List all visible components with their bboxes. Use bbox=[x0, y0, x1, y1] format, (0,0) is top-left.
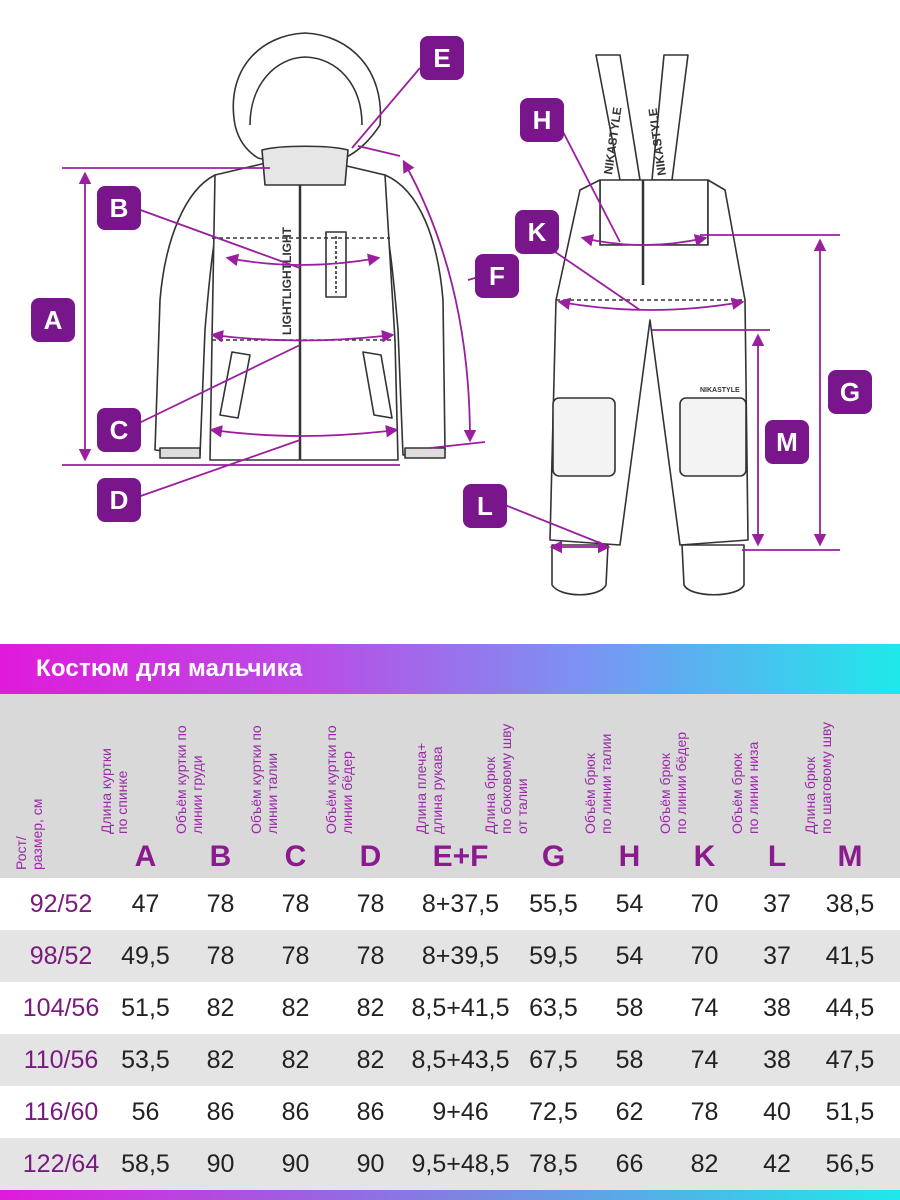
header-col-d bbox=[322, 694, 408, 878]
value-cell: 56 bbox=[131, 1098, 160, 1126]
header-col-h bbox=[581, 694, 667, 878]
size-cell: 110/56 bbox=[23, 1046, 99, 1074]
svg-text:F: F bbox=[489, 261, 505, 291]
strap-right-text: NIKASTYLE bbox=[645, 107, 669, 177]
value-cell: 86 bbox=[281, 1098, 310, 1126]
value-cell: 58,5 bbox=[121, 1150, 170, 1178]
value-cell: 82 bbox=[206, 1046, 235, 1074]
value-cell: 44,5 bbox=[825, 994, 875, 1022]
svg-text:A: A bbox=[43, 305, 63, 335]
header-letter: K bbox=[693, 840, 716, 873]
table-row bbox=[0, 1138, 900, 1190]
value-cell: 55,5 bbox=[529, 890, 578, 918]
value-cell: 42 bbox=[763, 1150, 791, 1178]
bottom-bar bbox=[0, 1190, 900, 1200]
header-description: Объём брюк по линии низа bbox=[729, 741, 761, 834]
value-cell: 78 bbox=[690, 1098, 719, 1126]
value-cell: 82 bbox=[281, 994, 310, 1022]
header-col-g bbox=[481, 694, 592, 878]
size-cell: 116/60 bbox=[23, 1098, 99, 1126]
value-cell: 9+46 bbox=[432, 1098, 489, 1126]
value-cell: 38 bbox=[763, 994, 791, 1022]
header-letter: D bbox=[359, 840, 382, 873]
svg-text:E: E bbox=[433, 43, 451, 73]
badge-h bbox=[520, 98, 564, 142]
header-description: Длина плеча+ длина рукава bbox=[412, 742, 445, 834]
value-cell: 62 bbox=[615, 1098, 644, 1126]
value-cell: 9,5+48,5 bbox=[411, 1150, 510, 1178]
header-col-c bbox=[247, 694, 333, 878]
svg-text:H: H bbox=[532, 105, 552, 135]
header-col-m bbox=[802, 694, 888, 878]
value-cell: 82 bbox=[690, 1150, 719, 1178]
svg-text:L: L bbox=[477, 491, 493, 521]
value-cell: 70 bbox=[690, 890, 719, 918]
badge-f bbox=[475, 254, 519, 298]
value-cell: 70 bbox=[690, 942, 719, 970]
badge-k bbox=[515, 210, 559, 254]
header-description: Объём куртки по линии талии bbox=[247, 725, 280, 834]
svg-text:G: G bbox=[839, 377, 861, 407]
value-cell: 78 bbox=[206, 890, 235, 918]
table-header bbox=[0, 694, 900, 878]
header-description: Длина брюк по боковому шву от талии bbox=[481, 723, 530, 834]
value-cell: 38 bbox=[763, 1046, 791, 1074]
svg-text:M: M bbox=[776, 427, 798, 457]
value-cell: 51,5 bbox=[825, 1098, 875, 1126]
header-col-b bbox=[172, 694, 258, 878]
value-cell: 67,5 bbox=[529, 1046, 578, 1074]
value-cell: 63,5 bbox=[529, 994, 578, 1022]
value-cell: 86 bbox=[206, 1098, 235, 1126]
value-cell: 54 bbox=[615, 890, 644, 918]
value-cell: 72,5 bbox=[529, 1098, 578, 1126]
value-cell: 41,5 bbox=[825, 942, 875, 970]
value-cell: 78 bbox=[356, 942, 385, 970]
header-description: Длина брюк по шаговому шву bbox=[802, 722, 834, 834]
badge-l bbox=[463, 484, 507, 528]
page-title: Костюм для мальчика bbox=[36, 655, 303, 682]
header-description: Длина куртки по спинке bbox=[97, 748, 130, 834]
value-cell: 82 bbox=[356, 994, 385, 1022]
value-cell: 58 bbox=[615, 994, 644, 1022]
value-cell: 78 bbox=[206, 942, 235, 970]
pants-logo-text: NIKASTYLE bbox=[700, 387, 740, 394]
value-cell: 51,5 bbox=[121, 994, 170, 1022]
header-description: Объём куртки по линии бёдер bbox=[322, 725, 355, 834]
value-cell: 90 bbox=[206, 1150, 235, 1178]
header-letter: B bbox=[209, 840, 232, 873]
value-cell: 82 bbox=[281, 1046, 310, 1074]
value-cell: 74 bbox=[690, 994, 719, 1022]
value-cell: 56,5 bbox=[825, 1150, 875, 1178]
header-letter: E+F bbox=[432, 840, 489, 873]
strap-left-text: NIKASTYLE bbox=[601, 106, 625, 176]
value-cell: 40 bbox=[763, 1098, 791, 1126]
value-cell: 78 bbox=[281, 890, 310, 918]
badge-m bbox=[765, 420, 809, 464]
svg-text:D: D bbox=[109, 485, 129, 515]
value-cell: 66 bbox=[615, 1150, 644, 1178]
size-cell: 98/52 bbox=[29, 942, 93, 970]
badge-b bbox=[97, 186, 141, 230]
value-cell: 8,5+43,5 bbox=[411, 1046, 510, 1074]
header-description: Объём брюк по линии талии bbox=[581, 733, 614, 834]
value-cell: 38,5 bbox=[825, 890, 875, 918]
size-cell: 122/64 bbox=[22, 1150, 100, 1178]
badge-c bbox=[97, 408, 141, 452]
header-description: Объём брюк по линии бёдер bbox=[656, 731, 689, 834]
header-description: Рост/ размер, см bbox=[13, 798, 45, 870]
value-cell: 37 bbox=[763, 890, 791, 918]
header-col-size bbox=[13, 694, 104, 878]
title-bar bbox=[0, 644, 900, 694]
value-cell: 47 bbox=[131, 890, 160, 918]
svg-text:C: C bbox=[109, 415, 129, 445]
value-cell: 37 bbox=[763, 942, 791, 970]
table-row bbox=[0, 1086, 900, 1138]
table-row bbox=[0, 1034, 900, 1086]
value-cell: 82 bbox=[356, 1046, 385, 1074]
header-letter: L bbox=[767, 840, 787, 873]
table-body bbox=[0, 878, 900, 1190]
jacket-logo-text: LIGHTLIGHTLIGHT bbox=[280, 227, 294, 335]
header-letter: H bbox=[618, 840, 641, 873]
badge-g bbox=[828, 370, 872, 414]
value-cell: 8,5+41,5 bbox=[411, 994, 510, 1022]
value-cell: 47,5 bbox=[825, 1046, 875, 1074]
badge-d bbox=[97, 478, 141, 522]
value-cell: 78 bbox=[281, 942, 310, 970]
value-cell: 59,5 bbox=[529, 942, 578, 970]
value-cell: 90 bbox=[281, 1150, 310, 1178]
table-row bbox=[0, 878, 900, 930]
header-description: Объём куртки по линии груди bbox=[172, 725, 205, 834]
size-cell: 92/52 bbox=[29, 890, 93, 918]
value-cell: 86 bbox=[356, 1098, 385, 1126]
value-cell: 82 bbox=[206, 994, 235, 1022]
header-letter: M bbox=[837, 840, 863, 873]
jacket-drawing bbox=[155, 33, 445, 460]
value-cell: 49,5 bbox=[121, 942, 170, 970]
value-cell: 58 bbox=[615, 1046, 644, 1074]
value-cell: 90 bbox=[356, 1150, 385, 1178]
value-cell: 74 bbox=[690, 1046, 719, 1074]
header-letter: G bbox=[541, 840, 566, 873]
table-row bbox=[0, 982, 900, 1034]
value-cell: 54 bbox=[615, 942, 644, 970]
svg-text:B: B bbox=[109, 193, 129, 223]
header-letter: C bbox=[284, 840, 307, 873]
badge-a bbox=[31, 298, 75, 342]
value-cell: 53,5 bbox=[121, 1046, 170, 1074]
svg-text:K: K bbox=[527, 217, 547, 247]
size-cell: 104/56 bbox=[22, 994, 100, 1022]
value-cell: 78 bbox=[356, 890, 385, 918]
header-letter: A bbox=[134, 840, 157, 873]
badge-e bbox=[420, 36, 464, 80]
header-col-a bbox=[97, 694, 183, 878]
value-cell: 8+39,5 bbox=[421, 942, 500, 970]
value-cell: 8+37,5 bbox=[421, 890, 500, 918]
value-cell: 78,5 bbox=[529, 1150, 578, 1178]
table-row bbox=[0, 930, 900, 982]
